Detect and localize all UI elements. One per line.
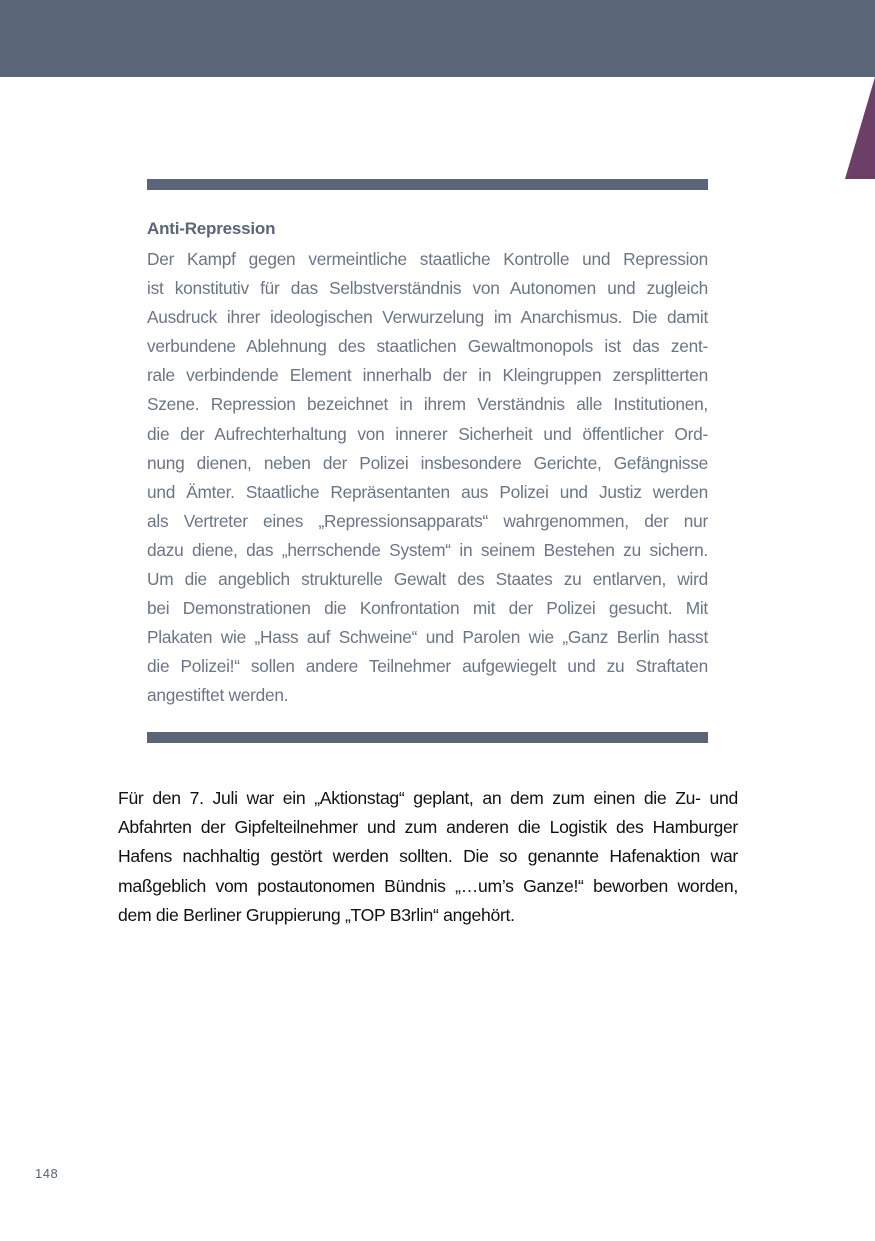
corner-accent-tab xyxy=(845,77,875,179)
body-line: Abfahrten der Gipfelteilnehmer und zum anderen die Logistik des Hamburger xyxy=(118,817,738,838)
infobox-line: die der Aufrechterhaltung von innerer Sicherheit und öffentlicher Ord- xyxy=(147,423,708,444)
infobox-line: und Ämter. Staatliche Repräsentanten aus Polizei und Justiz werden xyxy=(147,481,708,502)
infobox-line: die Polizei!“ sollen andere Teilnehmer aufgewiegelt und zu Straftaten xyxy=(147,656,708,677)
body-line: maßgeblich vom postautonomen Bündnis „…um’s Ganze!“ beworben worden, xyxy=(118,875,738,896)
infobox-line: Szene. Repression bezeichnet in ihrem Verständnis alle Institutionen, xyxy=(147,394,708,415)
infobox-line: ist konstitutiv für das Selbstverständnis von Autonomen und zugleich xyxy=(147,278,708,299)
infobox-heading: Anti-Repression xyxy=(147,219,276,238)
infobox-line: rale verbindende Element innerhalb der in Kleingruppen zersplitterten xyxy=(147,365,708,386)
infobox-line: Ausdruck ihrer ideologischen Verwurzelung im Anarchismus. Die damit xyxy=(147,307,708,328)
infobox-line: als Vertreter eines „Repressionsapparats“ wahrgenommen, der nur xyxy=(147,510,708,531)
infobox-line: Der Kampf gegen vermeintliche staatliche Kontrolle und Repression xyxy=(147,249,708,269)
infobox-line: Um die angeblich strukturelle Gewalt des Staates zu entlarven, wird xyxy=(147,569,708,590)
infobox-line: verbundene Ablehnung des staatlichen Gewaltmonopols ist das zent- xyxy=(147,336,708,357)
infobox-line: Plakaten wie „Hass auf Schweine“ und Parolen wie „Ganz Berlin hasst xyxy=(147,627,708,648)
infobox-top-rule xyxy=(147,179,708,190)
header-band xyxy=(0,0,875,77)
body-line: Hafens nachhaltig gestört werden sollten. Die so genannte Hafenaktion war xyxy=(118,846,738,867)
infobox-body xyxy=(147,245,708,711)
infobox-line: angestiftet werden. xyxy=(147,685,289,706)
body-line: Für den 7. Juli war ein „Aktionstag“ geplant, an dem zum einen die Zu- und xyxy=(118,788,738,808)
page-number: 148 xyxy=(35,1166,59,1181)
body-paragraph xyxy=(118,784,738,930)
infobox-line: dazu diene, das „herrschende System“ in seinem Bestehen zu sichern. xyxy=(147,539,708,560)
infobox-line: bei Demonstrationen die Konfrontation mit der Polizei gesucht. Mit xyxy=(147,598,708,619)
infobox-bottom-rule xyxy=(147,732,708,743)
infobox-line: nung dienen, neben der Polizei insbesondere Gerichte, Gefängnisse xyxy=(147,452,708,473)
body-line: dem die Berliner Gruppierung „TOP B3rlin“ angehört. xyxy=(118,904,515,925)
